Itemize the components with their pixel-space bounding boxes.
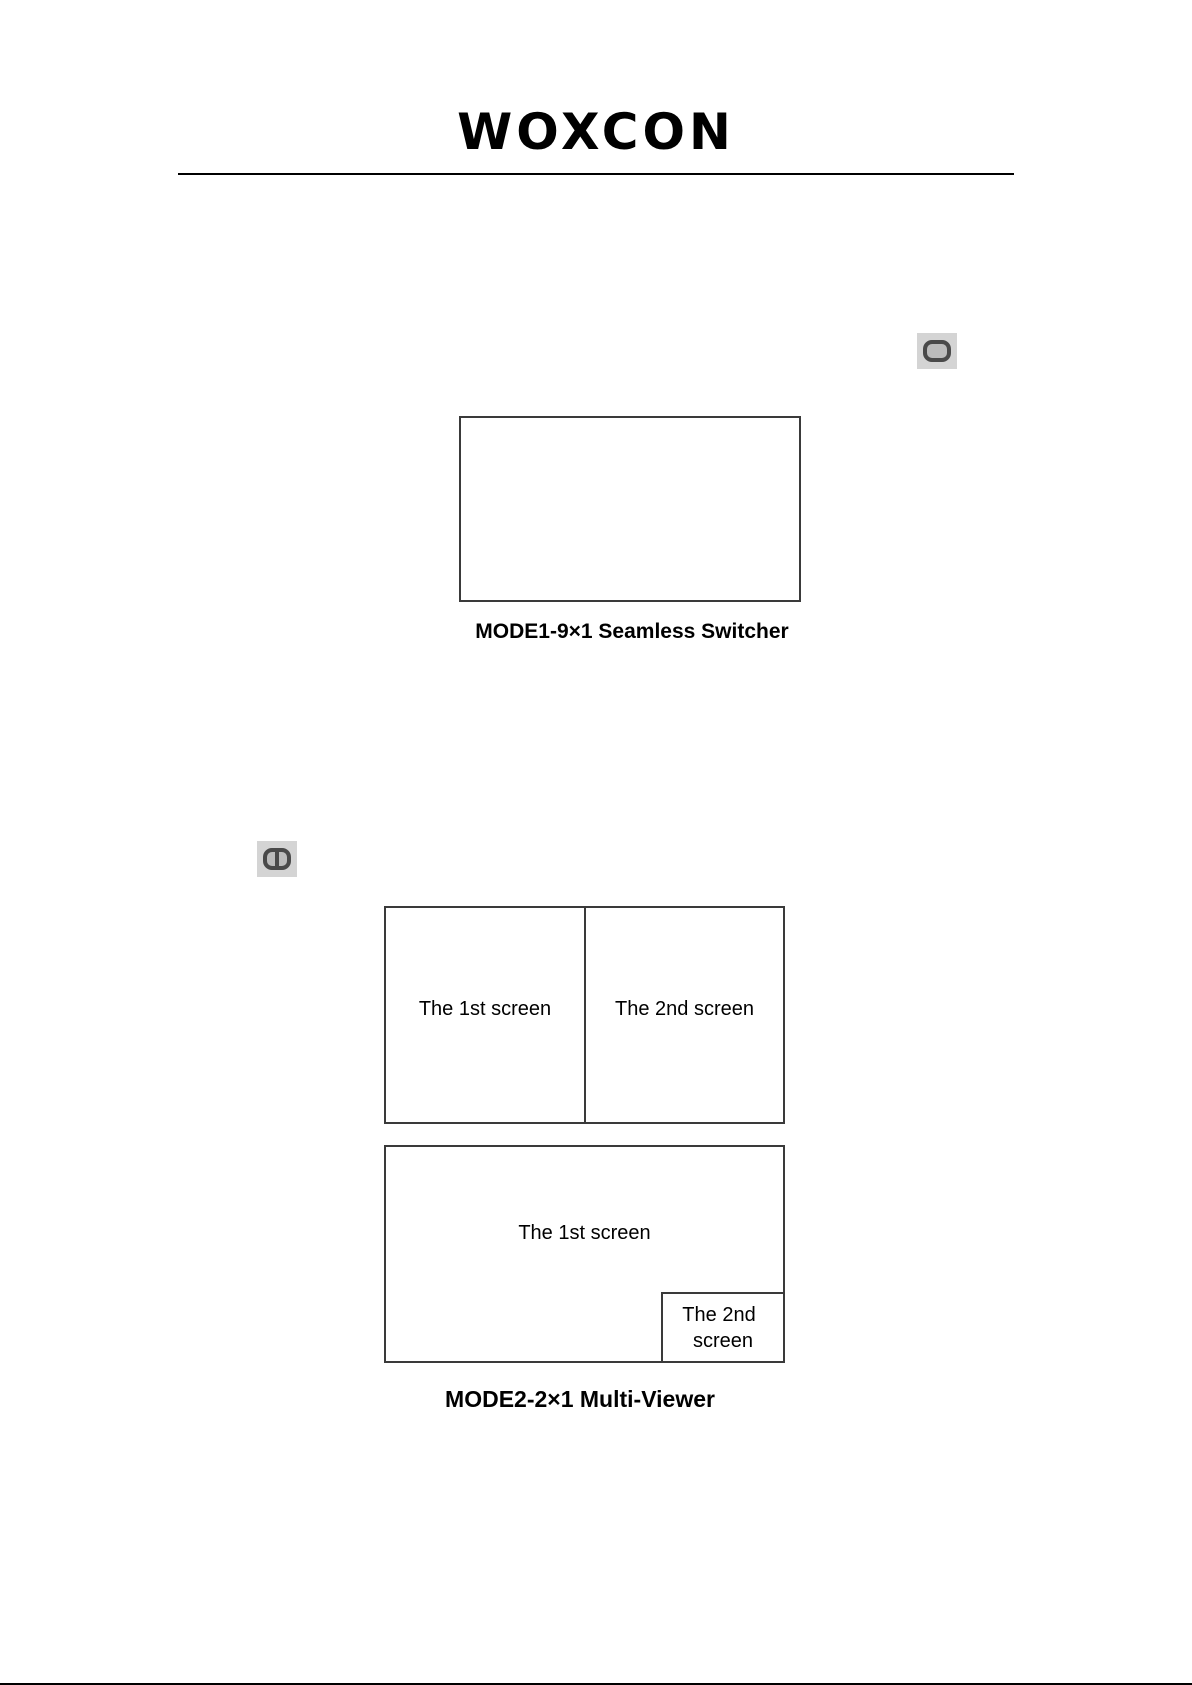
split-left-label: The 1st screen — [418, 998, 552, 1020]
split-right-label: The 2nd screen — [615, 998, 754, 1020]
pip-inset-label-line1: The 2nd — [682, 1304, 756, 1326]
pip-main-label: The 1st screen — [518, 1222, 651, 1244]
header-divider — [178, 173, 1014, 175]
mode1-screen-diagram — [459, 416, 801, 602]
woxcon-logo: WOXCON — [457, 103, 735, 161]
pip-inset-label-line2: screen — [692, 1330, 754, 1352]
mode1-caption: MODE1-9×1 Seamless Switcher — [475, 620, 789, 643]
single-screen-icon — [917, 333, 957, 369]
mode2-caption: MODE2-2×1 Multi-Viewer — [445, 1386, 715, 1412]
dual-screen-icon — [257, 841, 297, 877]
